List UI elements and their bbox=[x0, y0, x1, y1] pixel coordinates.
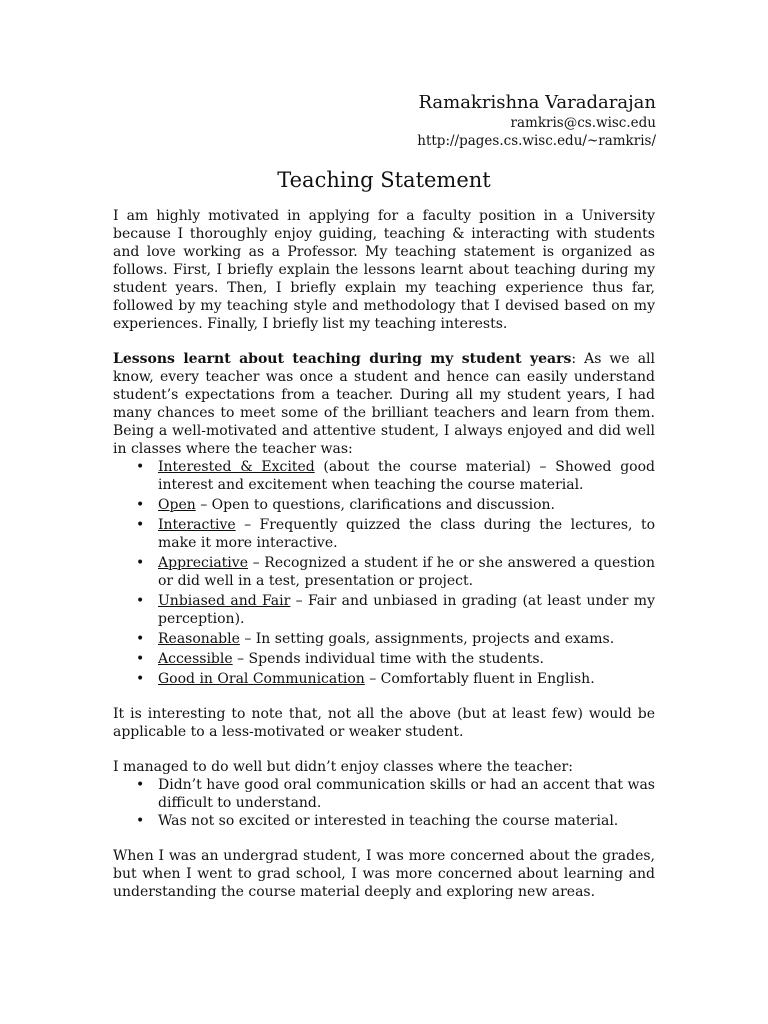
trait-desc: – Fair and unbiased in grading (at least under my perception). bbox=[158, 593, 655, 627]
list-item: • Was not so excited or interested in teaching the course material. bbox=[158, 812, 655, 830]
list-item bbox=[158, 516, 655, 552]
trait-desc: (about the course material) – Showed good interest and excitement when teaching the course material. bbox=[158, 459, 655, 493]
trait-term: Interested & Excited bbox=[158, 459, 315, 475]
trait-desc: – Comfortably fluent in English. bbox=[364, 671, 595, 687]
author-name: Ramakrishna Varadarajan bbox=[418, 92, 656, 113]
dislikes-list bbox=[113, 776, 655, 830]
lessons-text: : As we all know, every teacher was once a student and hence can easily understand student’s expectations from a teacher. During all my student years, I had many chances to meet some of the brilliant teachers and learn from them. Being a well-motivated and attentive student, I always enjoyed and did well in classes where the teacher was: bbox=[113, 351, 655, 457]
trait-term: Appreciative bbox=[158, 555, 248, 571]
author-header bbox=[417, 92, 656, 150]
trait-desc: – Spends individual time with the students. bbox=[232, 651, 544, 667]
lessons-paragraph bbox=[113, 350, 655, 458]
list-item: • Didn’t have good oral communication skills or had an accent that was difficult to understand. bbox=[158, 776, 655, 812]
trait-desc: – Frequently quizzed the class during the lectures, to make it more interactive. bbox=[158, 517, 655, 551]
list-item bbox=[158, 554, 655, 590]
trait-term: Interactive bbox=[158, 517, 236, 533]
document-body bbox=[113, 207, 655, 918]
trait-term: Accessible bbox=[158, 651, 233, 667]
trait-desc: – Recognized a student if he or she answered a question or did well in a test, presentation or project. bbox=[158, 555, 655, 589]
list-item bbox=[158, 670, 655, 688]
list-item bbox=[158, 630, 655, 648]
list-item bbox=[158, 458, 655, 494]
trait-desc: – In setting goals, assignments, projects and exams. bbox=[239, 631, 615, 647]
list-item bbox=[158, 650, 655, 668]
teacher-traits-list bbox=[113, 458, 655, 688]
intro-paragraph: I am highly motivated in applying for a faculty position in a University because I thoroughly enjoy guiding, teaching & interacting with students and love working as a Professor. My teaching statement is organized as follows. First, I briefly explain the lessons learnt about teaching during my student years. Then, I briefly explain my teaching experience thus far, followed by my teaching style and methodology that I devised based on my experiences. Finally, I briefly list my teaching interests. bbox=[113, 208, 655, 332]
trait-term: Reasonable bbox=[158, 631, 240, 647]
closing-paragraph: When I was an undergrad student, I was more concerned about the grades, but when I went to grad school, I was more concerned about learning and understanding the course material deeply and exploring new areas. bbox=[113, 848, 655, 900]
list-item bbox=[158, 592, 655, 628]
trait-term: Unbiased and Fair bbox=[158, 593, 291, 609]
note-paragraph: It is interesting to note that, not all the above (but at least few) would be applicable to a less-motivated or weaker student. bbox=[113, 706, 655, 740]
lessons-heading: Lessons learnt about teaching during my student years bbox=[113, 351, 572, 367]
trait-desc: – Open to questions, clarifications and discussion. bbox=[195, 497, 555, 513]
document-title: Teaching Statement bbox=[277, 168, 491, 192]
trait-term: Open bbox=[158, 497, 196, 513]
list-item bbox=[158, 496, 655, 514]
author-homepage-url: http://pages.cs.wisc.edu/~ramkris/ bbox=[417, 133, 656, 149]
author-email: ramkris@cs.wisc.edu bbox=[510, 115, 656, 131]
trait-term: Good in Oral Communication bbox=[158, 671, 365, 687]
dislikes-intro: I managed to do well but didn’t enjoy classes where the teacher: bbox=[113, 759, 573, 775]
